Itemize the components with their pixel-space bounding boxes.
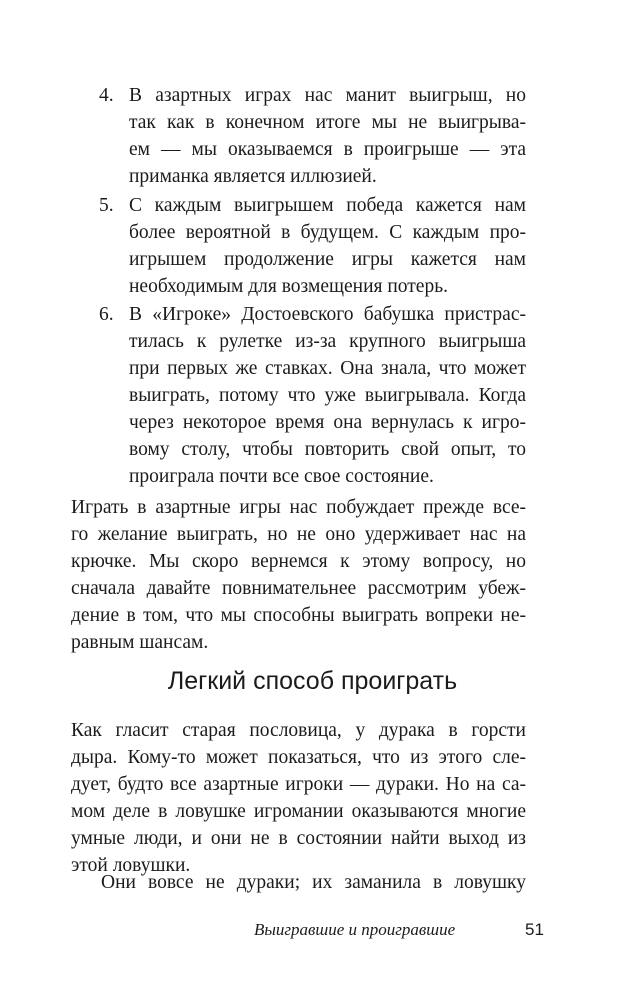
list-line: необходимым для возмещения потерь. <box>129 276 448 297</box>
paragraph-line: Как гласит старая пословица, у дурака в горсти <box>71 720 526 741</box>
paragraph-line: умные люди, и они не в состоянии найти выход из <box>71 828 526 849</box>
paragraph-line: дует, будто все азартные игроки — дураки. Но на са- <box>71 774 526 795</box>
list-line: приманка является иллюзией. <box>129 166 377 187</box>
running-title: Выигравшие и проигравшие <box>254 920 456 939</box>
list-number: 5. <box>99 195 114 216</box>
paragraph-line: равным шансам. <box>71 632 209 653</box>
list-line: через некоторое время она вернулась к игро- <box>129 412 526 433</box>
list-number: 4. <box>99 85 114 106</box>
paragraph-line: мом деле в ловушке игромании оказываются многие <box>71 801 526 822</box>
page-number: 51 <box>525 920 544 939</box>
list-line: выиграть, потому что уже выигрывала. Когда <box>129 385 526 406</box>
list-line: при первых же ставках. Она знала, что может <box>129 358 526 379</box>
list-line: так как в конечном итоге мы не выигрыва- <box>129 112 526 133</box>
list-line: тилась к рулетке из-за крупного выигрыша <box>129 331 526 352</box>
paragraph-line: дение в том, что мы способны выиграть вопреки не- <box>71 605 526 626</box>
list-line: более вероятной в будущем. С каждым про- <box>129 222 526 243</box>
paragraph-line: сначала давайте повнимательнее рассмотрим убеж- <box>71 578 526 599</box>
list-line: проиграла почти все свое состояние. <box>129 466 434 487</box>
paragraph-line: Они вовсе не дураки; их заманила в ловушку <box>101 872 526 893</box>
paragraph-line: крючке. Мы скоро вернемся к этому вопросу, но <box>71 551 526 572</box>
section-heading: Легкий способ проиграть <box>167 667 458 695</box>
paragraph-line: этой ловушки. <box>71 855 191 876</box>
list-line: вому столу, чтобы повторить свой опыт, то <box>129 439 526 460</box>
list-line: игрышем продолжение игры кажется нам <box>129 249 526 270</box>
paragraph-line: го желание выиграть, но не оно удерживает нас на <box>71 524 526 545</box>
list-line: ем — мы оказываемся в проигрыше — эта <box>129 139 526 160</box>
list-number: 6. <box>99 304 114 325</box>
list-line: В азартных играх нас манит выигрыш, но <box>129 85 526 106</box>
list-line: В «Игроке» Достоевского бабушка пристрас- <box>129 304 526 325</box>
paragraph-line: Играть в азартные игры нас побуждает прежде все- <box>71 497 526 518</box>
paragraph-line: дыра. Кому-то может показаться, что из этого сле- <box>71 747 526 768</box>
list-line: С каждым выигрышем победа кажется нам <box>129 195 526 216</box>
